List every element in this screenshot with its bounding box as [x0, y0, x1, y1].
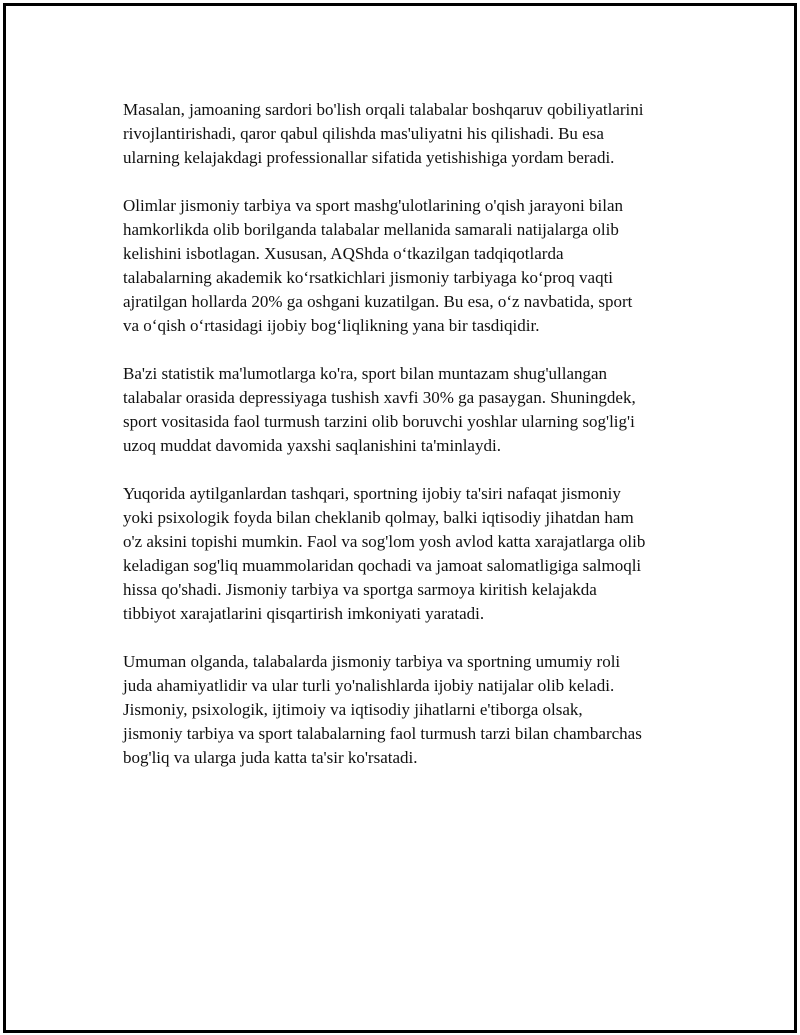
paragraph-4: Yuqorida aytilganlardan tashqari, sportning ijobiy ta'siri nafaqat jismoniy yoki psixologik foyda bilan cheklanib qolmay, balki iqtisodiy jihatdan ham o'z aksini topishi mumkin. Faol va sog'lom yosh avlod katta xarajatlarga olib keladigan sog'liq muammolaridan qochadi va jamoat salomatligiga salmoqli hissa qo'shadi. Jismoniy tarbiya va sportga sarmoya kiritish kelajakda tibbiyot xarajatlarini qisqartirish imkoniyati yaratadi. [123, 484, 646, 623]
page-content [123, 98, 703, 794]
paragraph-3: Ba'zi statistik ma'lumotlarga ko'ra, sport bilan muntazam shug'ullangan talabalar orasida depressiyaga tushish xavfi 30% ga pasaygan. Shuningdek, sport vositasida faol turmush tarzini olib boruvchi yoshlar ularning sog'lig'i uzoq muddat davomida yaxshi saqlanishini ta'minlaydi. [123, 364, 636, 455]
paragraph-5: Umuman olganda, talabalarda jismoniy tarbiya va sportning umumiy roli juda ahamiyatlidir va ular turli yo'nalishlarda ijobiy natijalar olib keladi. Jismoniy, psixologik, ijtimoiy va iqtisodiy jihatlarni e'tiborga olsak, jismoniy tarbiya va sport talabalarning faol turmush tarzi bilan chambarchas bog'liq va ularga juda katta ta'sir ko'rsatadi. [123, 652, 642, 767]
paragraph-2: Olimlar jismoniy tarbiya va sport mashg'ulotlarining o'qish jarayoni bilan hamkorlikda olib borilganda talabalar mellanida samarali natijalarga olib kelishini isbotlagan. Xususan, AQShda o‘tkazilgan tadqiqotlarda talabalarning akademik ko‘rsatkichlari jismoniy tarbiyaga ko‘proq vaqti ajratilgan hollarda 20% ga oshgani kuzatilgan. Bu esa, o‘z navbatida, sport va o‘qish o‘rtasidagi ijobiy bog‘liqlikning yana bir tasdiqidir. [123, 196, 633, 335]
paragraph-1: Masalan, jamoaning sardori bo'lish orqali talabalar boshqaruv qobiliyatlarini rivojlantirishadi, qaror qabul qilishda mas'uliyatni his qilishadi. Bu esa ularning kelajakdagi professionallar sifatida yetishishiga yordam beradi. [123, 100, 644, 167]
page-frame [3, 3, 797, 1033]
